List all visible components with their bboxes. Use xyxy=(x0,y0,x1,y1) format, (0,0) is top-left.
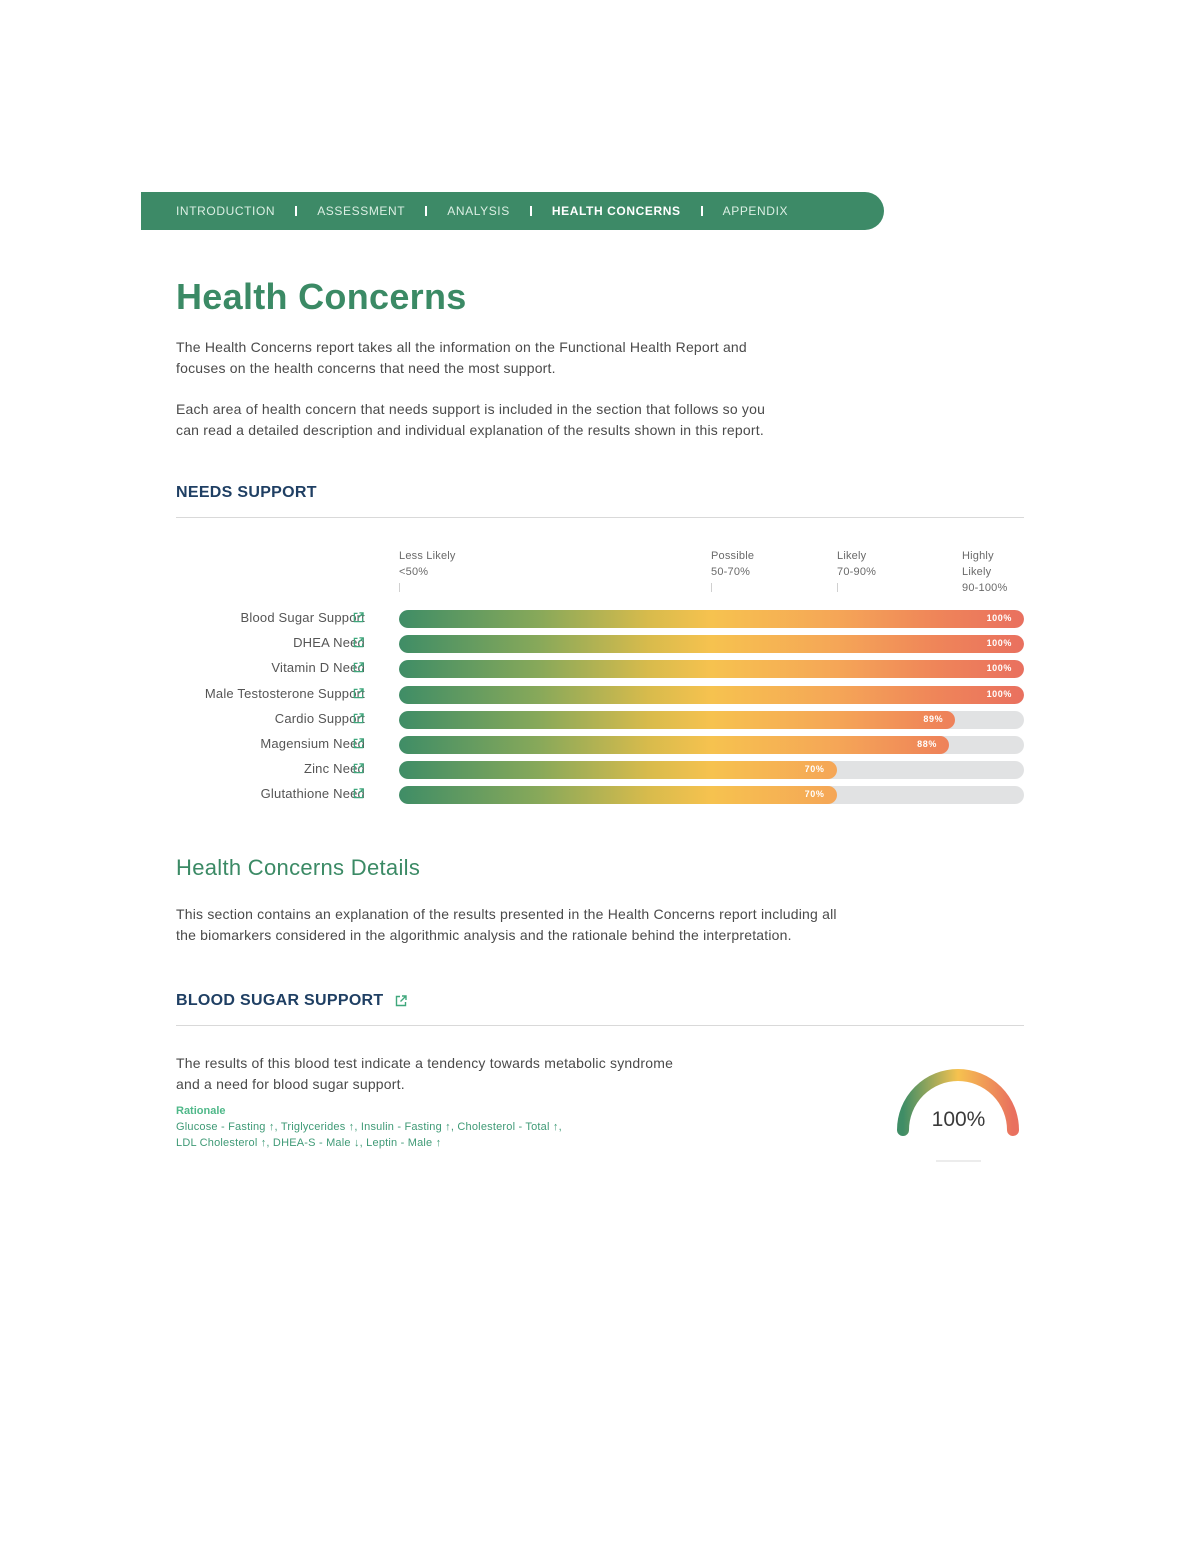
section-nav xyxy=(141,192,884,230)
bar-track xyxy=(399,635,1024,653)
bar-fill xyxy=(399,660,1024,678)
scale-tick xyxy=(399,583,400,592)
divider xyxy=(176,517,1024,518)
bar-fill xyxy=(399,711,955,729)
rationale-line: Glucose - Fasting ↑, Triglycerides ↑, Insulin - Fasting ↑, Cholesterol - Total ↑, xyxy=(176,1121,562,1133)
nav-separator xyxy=(425,206,427,216)
scale-tick xyxy=(711,583,712,592)
nav-appendix[interactable]: APPENDIX xyxy=(722,204,789,218)
bar-fill xyxy=(399,761,837,779)
bar-value-label: 70% xyxy=(804,789,825,800)
scale-label-line: 70-90% xyxy=(837,566,877,578)
concern-row xyxy=(160,685,1040,705)
external-link-icon[interactable] xyxy=(353,662,364,673)
blood-sugar-line: The results of this blood test indicate a tendency towards metabolic syndrome xyxy=(176,1055,674,1071)
nav-separator xyxy=(295,206,297,216)
concern-label: Blood Sugar Support xyxy=(240,610,365,625)
rationale-line: LDL Cholesterol ↑, DHEA-S - Male ↓, Leptin - Male ↑ xyxy=(176,1137,442,1149)
scale-label-line: Likely xyxy=(962,566,992,578)
bar-gradient xyxy=(399,711,955,729)
nav-analysis[interactable]: ANALYSIS xyxy=(447,204,510,218)
scale-label-line: 90-100% xyxy=(962,582,1008,594)
bar-gradient xyxy=(399,660,1024,678)
concern-label: Glutathione Need xyxy=(260,786,365,802)
bar-gradient xyxy=(399,786,837,804)
details-title: Health Concerns Details xyxy=(176,855,421,880)
details-line: This section contains an explanation of the results presented in the Health Concerns report including all xyxy=(176,906,837,922)
external-link-icon[interactable] xyxy=(353,612,364,623)
bar-gradient xyxy=(399,635,1024,653)
external-link-icon[interactable] xyxy=(353,688,364,699)
concern-row xyxy=(160,710,1040,730)
bar-value-label: 88% xyxy=(917,739,937,749)
nav-separator xyxy=(701,206,703,216)
external-link-icon[interactable] xyxy=(353,637,364,648)
bar-fill xyxy=(399,686,1024,704)
intro-paragraph-2 xyxy=(176,399,765,441)
concern-label: Cardio Support xyxy=(274,710,365,726)
bar-fill xyxy=(399,786,837,804)
blood-sugar-line: and a need for blood sugar support. xyxy=(176,1076,405,1092)
blood-sugar-heading xyxy=(176,992,407,1010)
bar-value-label: 100% xyxy=(986,638,1012,649)
bar-fill xyxy=(399,635,1024,653)
divider xyxy=(176,1025,1024,1026)
bar-track xyxy=(399,660,1024,678)
concern-row xyxy=(160,760,1040,780)
bar-value-label: 100% xyxy=(986,688,1012,699)
concern-label: Male Testosterone Support xyxy=(204,685,365,701)
concern-label: Vitamin D Need xyxy=(271,660,365,676)
concern-label: DHEA Need xyxy=(293,635,365,651)
scale-label-line: <50% xyxy=(399,566,429,578)
external-link-icon[interactable] xyxy=(353,763,364,774)
bar-track xyxy=(399,610,1024,628)
details-line: the biomarkers considered in the algorithmic analysis and the rationale behind the interpretation. xyxy=(176,927,792,943)
concern-label: Magensium Need xyxy=(260,736,365,751)
bar-gradient xyxy=(399,686,1024,704)
bar-track xyxy=(399,786,1024,804)
scale-tick xyxy=(837,583,838,592)
bar-track xyxy=(399,761,1024,779)
intro-line: The Health Concerns report takes all the information on the Functional Health Report and xyxy=(176,339,747,355)
scale-likely xyxy=(837,548,876,580)
scale-label-line: Possible xyxy=(711,550,755,562)
external-link-icon[interactable] xyxy=(353,788,364,799)
bar-fill xyxy=(399,610,1024,628)
concern-label: Zinc Need xyxy=(303,761,365,777)
scale-label-line: Likely xyxy=(837,550,867,562)
nav-separator xyxy=(530,206,532,216)
intro-paragraph-1 xyxy=(176,337,747,379)
scale-label-line: Highly xyxy=(962,550,994,562)
intro-line: can read a detailed description and individual explanation of the results shown in this report. xyxy=(176,422,764,438)
bar-value-label: 100% xyxy=(986,663,1012,674)
concern-row xyxy=(160,735,1040,755)
needs-support-heading: NEEDS SUPPORT xyxy=(176,484,317,501)
blood-sugar-description xyxy=(176,1053,673,1095)
nav-introduction[interactable]: INTRODUCTION xyxy=(176,204,276,218)
bar-gradient xyxy=(399,610,1024,628)
bar-gradient xyxy=(399,736,949,754)
bar-value-label: 70% xyxy=(804,764,825,775)
scale-label-line: Less Likely xyxy=(399,550,456,562)
page-title: Health Concerns xyxy=(176,276,467,317)
bar-track xyxy=(399,736,1024,754)
intro-line: focuses on the health concerns that need the most support. xyxy=(176,360,556,376)
blood-sugar-heading-text: BLOOD SUGAR SUPPORT xyxy=(176,992,384,1009)
external-link-icon[interactable] xyxy=(395,995,407,1007)
rationale-title: Rationale xyxy=(176,1105,226,1117)
bar-value-label: 100% xyxy=(986,613,1012,623)
external-link-icon[interactable] xyxy=(353,738,364,749)
concern-row xyxy=(160,659,1040,679)
bar-value-label: 89% xyxy=(923,713,944,724)
scale-label-line: 50-70% xyxy=(711,566,751,578)
nav-health-concerns[interactable]: HEALTH CONCERNS xyxy=(551,204,681,218)
scale-possible xyxy=(711,548,754,580)
concern-row xyxy=(160,634,1040,654)
external-link-icon[interactable] xyxy=(353,713,364,724)
bar-track xyxy=(399,686,1024,704)
bar-gradient xyxy=(399,761,837,779)
concern-row xyxy=(160,609,1040,629)
scale-highly-likely xyxy=(962,548,1007,596)
details-paragraph xyxy=(176,904,837,946)
intro-line: Each area of health concern that needs support is included in the section that follows so you xyxy=(176,401,766,417)
nav-assessment[interactable]: ASSESSMENT xyxy=(317,204,406,218)
scale-less-likely xyxy=(399,548,456,580)
concern-row xyxy=(160,785,1040,805)
bar-fill xyxy=(399,736,949,754)
bar-track xyxy=(399,711,1024,729)
gauge-value: 100% xyxy=(931,1108,986,1131)
